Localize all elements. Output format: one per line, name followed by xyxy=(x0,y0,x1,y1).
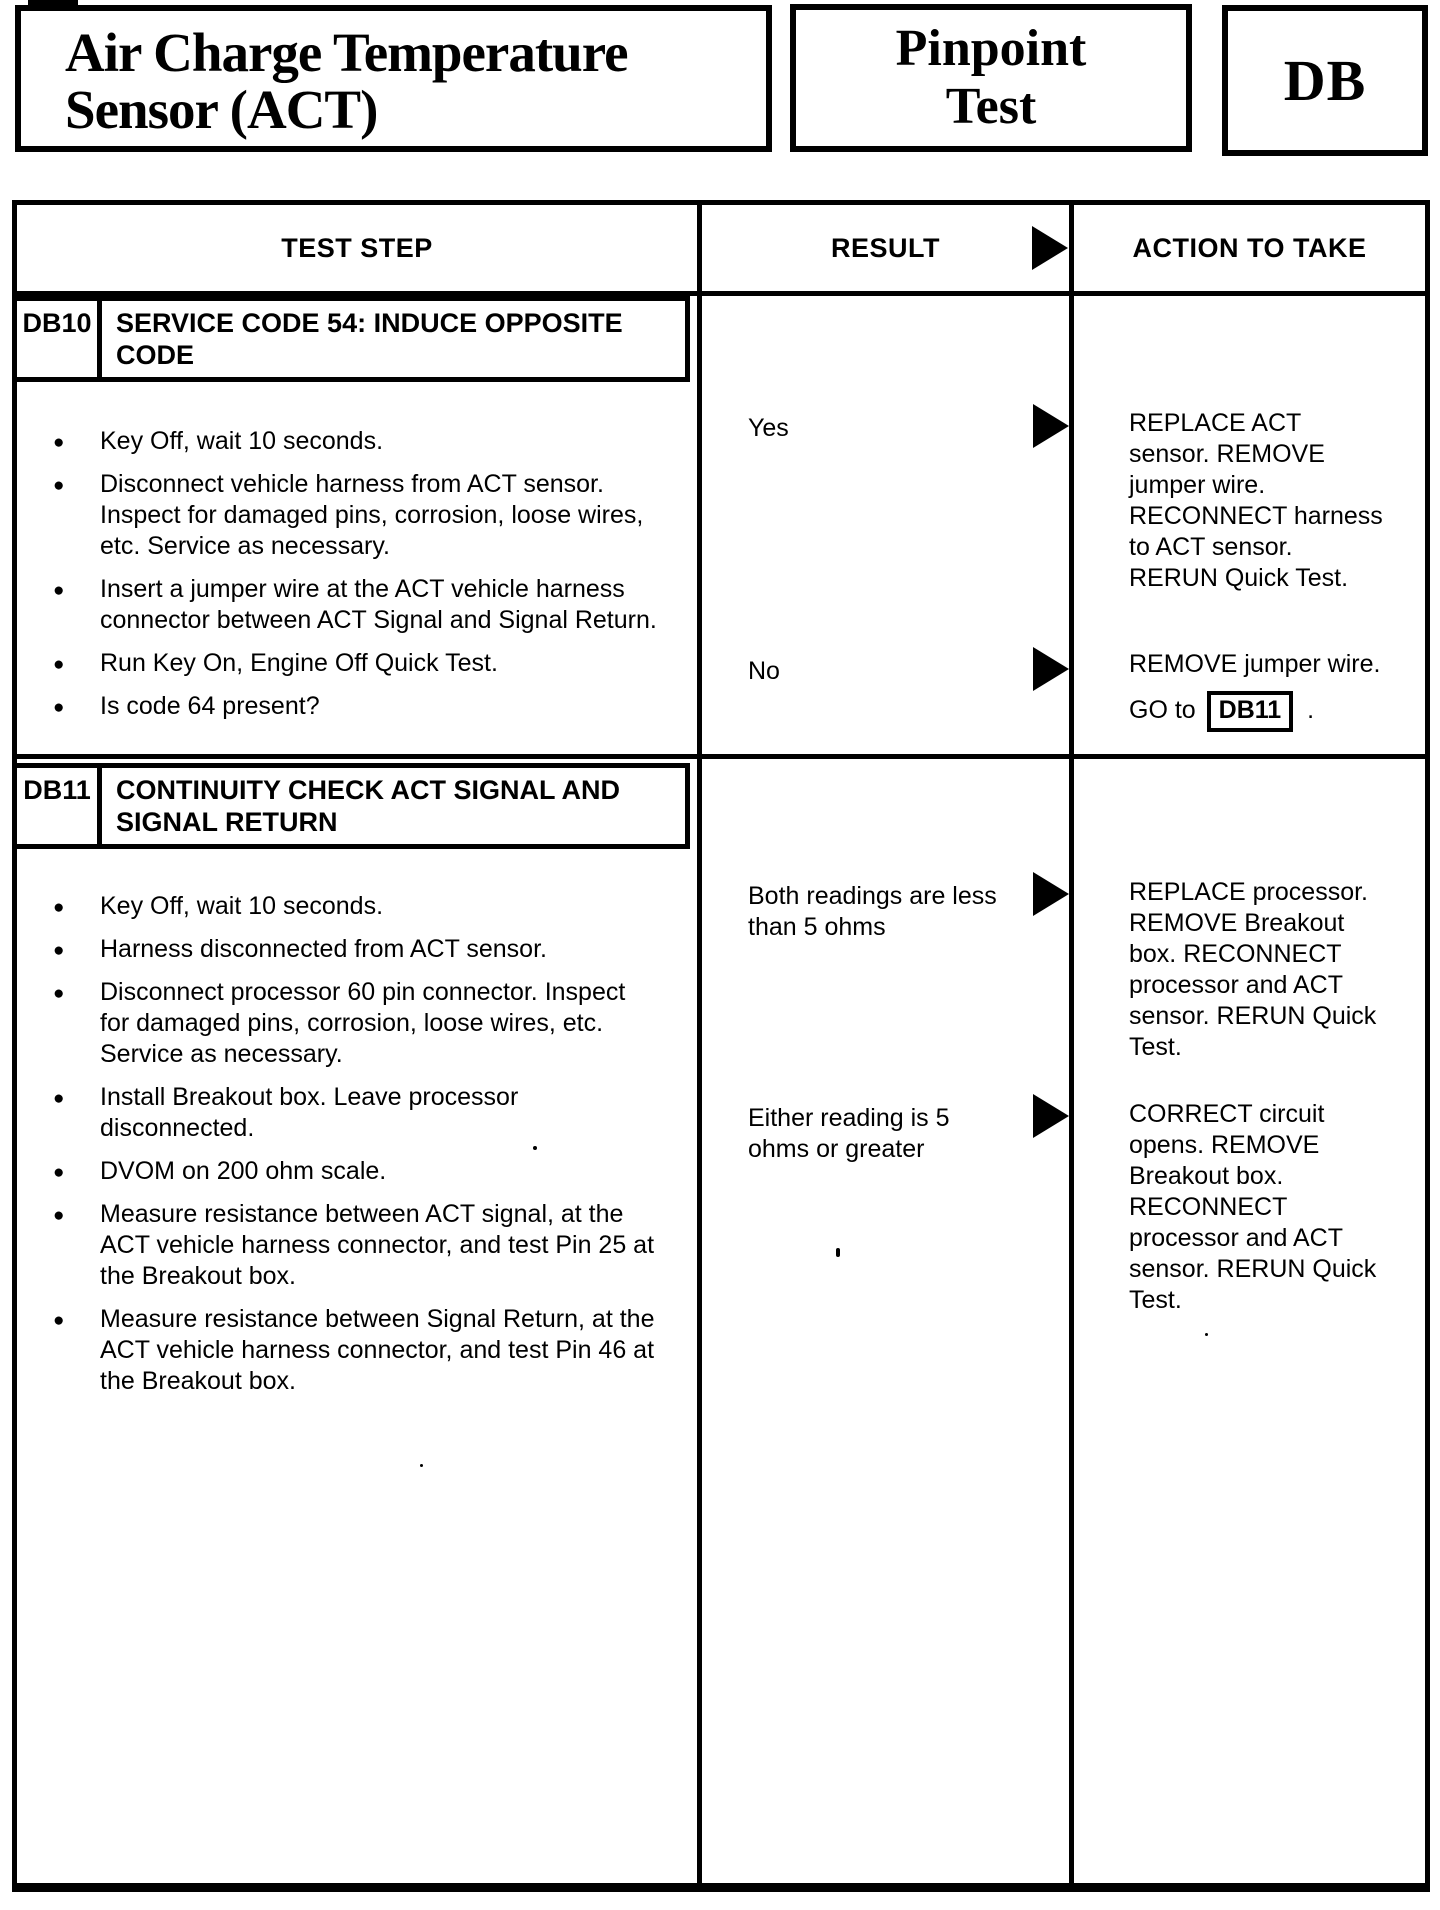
doc-type-line1: Pinpoint xyxy=(895,20,1087,77)
db11-step-id: DB11 xyxy=(17,768,102,844)
result-label-either: Either reading is 5 ohms or greater xyxy=(748,1104,950,1163)
test-step-item: ● Measure resistance between ACT signal, at the ACT vehicle harness connector, and test Pin 25 at the Breakout box. xyxy=(53,1199,660,1292)
test-step-item: ● Install Breakout box. Leave processor disconnected. xyxy=(53,1082,660,1144)
result-arrow-icon xyxy=(1033,1094,1069,1138)
db11-result-cell xyxy=(702,759,1074,1883)
goto-suffix: . xyxy=(1307,696,1315,724)
db10-step-header xyxy=(12,296,690,382)
action-line: REMOVE jumper wire. xyxy=(1129,650,1381,678)
column-header-result: RESULT xyxy=(702,205,1074,291)
test-step-item: ● Measure resistance between Signal Return, at the ACT vehicle harness connector, and test Pin 46 at the Breakout box. xyxy=(53,1304,660,1397)
action-text xyxy=(1129,649,1380,732)
db10-result-cell xyxy=(702,296,1074,754)
test-code-label: DB xyxy=(1283,48,1367,113)
goto-prefix: GO to xyxy=(1129,696,1196,724)
test-step-item: ● Is code 64 present? xyxy=(53,691,660,722)
action-text: REPLACE processor. REMOVE Breakout box. RECONNECT processor and ACT sensor. RERUN Quick Test. xyxy=(1129,878,1377,1061)
table-header-row xyxy=(17,205,1425,296)
scan-speck xyxy=(533,1146,537,1150)
db11-step-list xyxy=(17,891,697,1397)
scan-speck xyxy=(28,0,78,8)
result-arrow-icon xyxy=(1032,226,1068,270)
pinpoint-test-box xyxy=(790,4,1192,152)
db11-step-title: CONTINUITY CHECK ACT SIGNAL AND SIGNAL RETURN xyxy=(116,775,621,837)
action-text: CORRECT circuit opens. REMOVE Breakout box. RECONNECT processor and ACT sensor. RERUN Quick Test. xyxy=(1129,1100,1377,1314)
db11-action-cell xyxy=(1074,759,1425,1883)
result-label-yes: Yes xyxy=(748,414,789,442)
action-text: REPLACE ACT sensor. REMOVE jumper wire. RECONNECT harness to ACT sensor. RERUN Quick Test. xyxy=(1129,409,1383,592)
test-code-box xyxy=(1222,5,1428,156)
test-step-item: ● Harness disconnected from ACT sensor. xyxy=(53,934,660,965)
result-arrow-icon xyxy=(1033,404,1069,448)
test-step-item: ● Key Off, wait 10 seconds. xyxy=(53,426,660,457)
test-step-item: ● Disconnect processor 60 pin connector. Inspect for damaged pins, corrosion, loose wires, etc. Service as necessary. xyxy=(53,977,660,1070)
test-step-item: ● Run Key On, Engine Off Quick Test. xyxy=(53,648,660,679)
test-step-item: ● Insert a jumper wire at the ACT vehicle harness connector between ACT Signal and Signal Return. xyxy=(53,574,660,636)
section-db11 xyxy=(17,759,1425,1883)
db10-action-cell xyxy=(1074,296,1425,754)
page-title-line1: Air Charge Temperature xyxy=(65,22,628,83)
goto-step-ref: DB11 xyxy=(1207,691,1294,732)
db10-step-id: DB10 xyxy=(17,301,102,377)
result-label-both: Both readings are less than 5 ohms xyxy=(748,882,997,941)
goto-line xyxy=(1129,691,1380,732)
db11-test-step-cell xyxy=(17,759,702,1883)
result-arrow-icon xyxy=(1033,872,1069,916)
result-label-no: No xyxy=(748,657,780,685)
db11-step-header xyxy=(12,763,690,849)
column-header-test-step: TEST STEP xyxy=(17,205,702,291)
scan-speck xyxy=(836,1248,840,1257)
test-step-item: ● DVOM on 200 ohm scale. xyxy=(53,1156,660,1187)
page-title-box xyxy=(15,5,772,152)
db10-test-step-cell xyxy=(17,296,702,754)
doc-type-line2: Test xyxy=(945,78,1037,135)
result-arrow-icon xyxy=(1033,647,1069,691)
scan-speck xyxy=(420,1464,423,1467)
test-step-item: ● Disconnect vehicle harness from ACT sensor. Inspect for damaged pins, corrosion, loose wires, etc. Service as necessary. xyxy=(53,469,660,562)
page-title-line2: Sensor (ACT) xyxy=(65,79,378,140)
scan-speck xyxy=(1205,1333,1208,1336)
pinpoint-test-table xyxy=(12,200,1430,1892)
section-db10 xyxy=(17,296,1425,759)
db10-step-title: SERVICE CODE 54: INDUCE OPPOSITE CODE xyxy=(116,308,623,370)
db10-step-list xyxy=(17,426,697,722)
test-step-item: ● Key Off, wait 10 seconds. xyxy=(53,891,660,922)
column-header-action: ACTION TO TAKE xyxy=(1132,232,1367,263)
